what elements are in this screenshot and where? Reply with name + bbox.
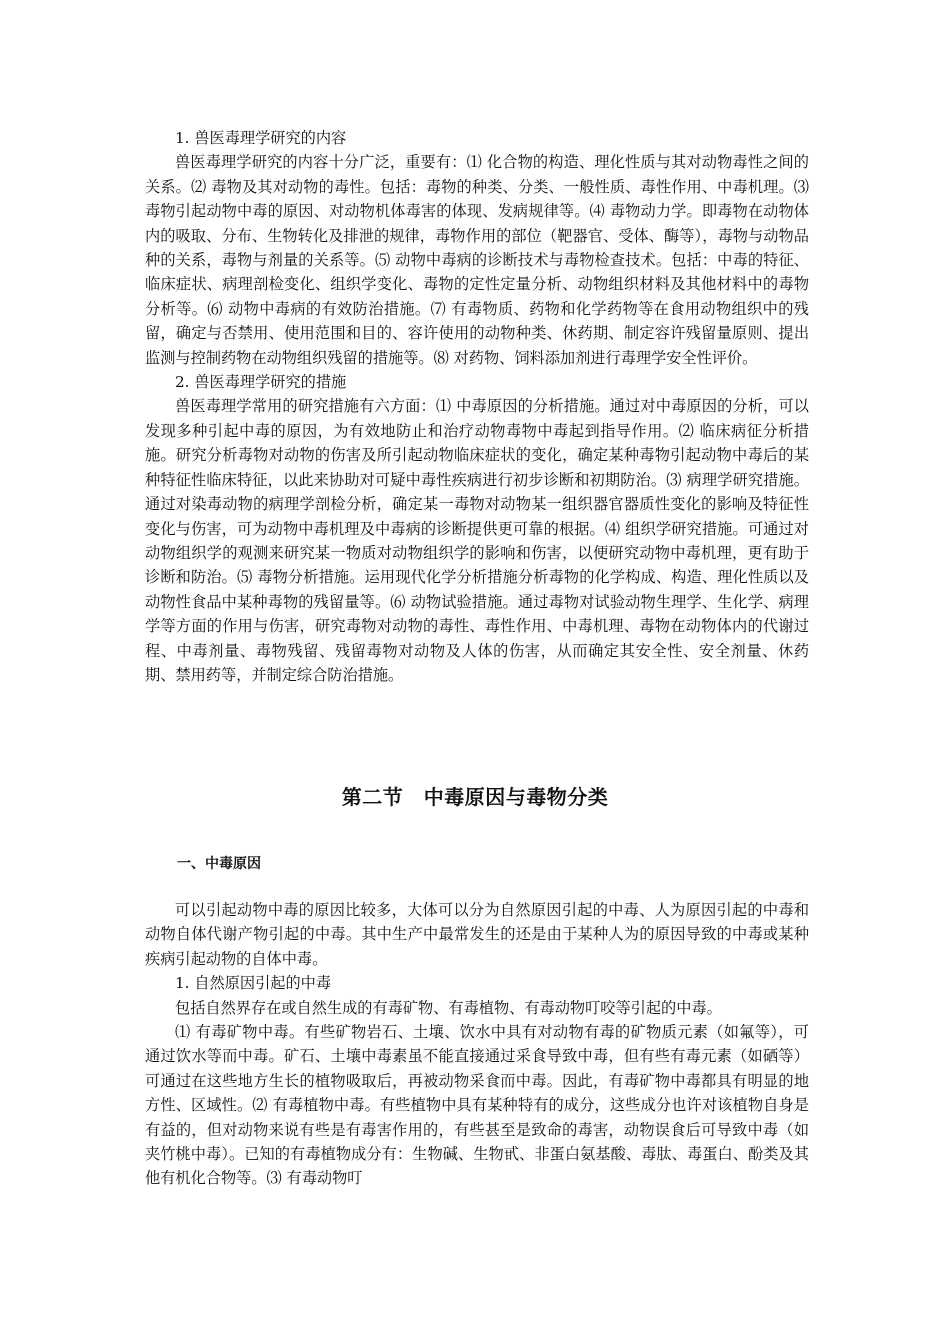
part1-block bbox=[145, 126, 809, 687]
paragraph-research-content: 兽医毒理学研究的内容十分广泛，重要有：⑴ 化合物的构造、理化性质与其对动物毒性之间的关系。⑵ 毒物及其对动物的毒性。包括：毒物的种类、分类、一般性质、毒性作用、中毒机理。⑶ 毒物引起动物中毒的原因、对动物机体毒害的体现、发病规律等。⑷ 毒物动力学。即毒物在动物体内的吸取、分布、生物转化及排泄的规律，毒物作用的部位（靶器官、受体、酶等），毒物与动物品种的关系，毒物与剂量的关系等。⑸ 动物中毒病的诊断技术与毒物检查技术。包括：中毒的特征、临床症状、病理剖检变化、组织学变化、毒物的定性定量分析、动物组织材料及其他材料中的毒物分析等。⑹ 动物中毒病的有效防治措施。⑺ 有毒物质、药物和化学药物等在食用动物组织中的残留，确定与否禁用、使用范围和目的、容许使用的动物种类、休药期、制定容许残留量原则、提出监测与控制药物在动物组织残留的措施等。⑻ 对药物、饲料添加剂进行毒理学安全性评价。 bbox=[145, 153, 809, 367]
heading-natural-causes: 1. 自然原因引起的中毒 bbox=[175, 974, 332, 993]
heading-research-content: 1. 兽医毒理学研究的内容 bbox=[175, 129, 347, 147]
heading-research-methods: 2. 兽医毒理学研究的措施 bbox=[175, 373, 347, 392]
part2-block bbox=[145, 898, 809, 1191]
paragraph-research-methods: 兽医毒理学常用的研究措施有六方面：⑴ 中毒原因的分析措施。通过对中毒原因的分析，可以发现多种引起中毒的原因，为有效地防止和治疗动物毒物中毒起到指导作用。⑵ 临床病征分析措施。研究分析毒物对动物的伤害及所引起动物临床症状的变化，确定某种毒物引起动物中毒后的某种特征性临床特征，以此来协助对可疑中毒性疾病进行初步诊断和初期防治。⑶ 病理学研究措施。通过对染毒动物的病理学剖检分析，确定某一毒物对动物某一组织器官器质性变化的影响及特征性变化与伤害，可为动物中毒机理及中毒病的诊断提供更可靠的根据。⑷ 组织学研究措施。可通过对动物组织学的观测来研究某一物质对动物组织学的影响和伤害，以便研究动物中毒机理，更有助于诊断和防治。⑸ 毒物分析措施。运用现代化学分析措施分析毒物的化学构成、构造、理化性质以及动物性食品中某种毒物的残留量等。⑹ 动物试验措施。通过毒物对试验动物生理学、生化学、病理学等方面的作用与伤害，研究毒物对动物的毒性、毒性作用、中毒机理、毒物在动物体内的代谢过程、中毒剂量、毒物残留、残留毒物对动物及人体的伤害，从而确定其安全性、安全剂量、休药期、禁用药等，并制定综合防治措施。 bbox=[145, 397, 809, 684]
paragraph-natural-causes: 包括自然界存在或自然生成的有毒矿物、有毒植物、有毒动物叮咬等引起的中毒。 bbox=[175, 998, 722, 1017]
paragraph-toxic-minerals-plants: ⑴ 有毒矿物中毒。有些矿物岩石、土壤、饮水中具有对动物有毒的矿物质元素（如氟等），可通过饮水等而中毒。矿石、土壤中毒素虽不能直接通过采食导致中毒，但有些有毒元素（如硒等）可通过在这些地方生长的植物吸取后，再被动物采食而中毒。因此，有毒矿物中毒都具有明显的地方性、区域性。⑵ 有毒植物中毒。有些植物中具有某种特有的成分，这些成分也许对该植物自身是有益的，但对动物来说有些是有毒害作用的，有些甚至是致命的毒害，动物误食后可导致中毒（如夹竹桃中毒）。已知的有毒植物成分有：生物碱、生物甙、非蛋白氨基酸、毒肽、毒蛋白、酚类及其他有机化合物等。⑶ 有毒动物叮 bbox=[145, 1023, 809, 1188]
paragraph-causes-intro: 可以引起动物中毒的原因比较多，大体可以分为自然原因引起的中毒、人为原因引起的中毒和动物自体代谢产物引起的中毒。其中生产中最常发生的还是由于某种人为的原因导致的中毒或某种疾病引起动物的自体中毒。 bbox=[145, 901, 809, 968]
section-title: 第二节 中毒原因与毒物分类 bbox=[341, 785, 609, 809]
subheading-poisoning-causes: 一、中毒原因 bbox=[177, 856, 261, 872]
